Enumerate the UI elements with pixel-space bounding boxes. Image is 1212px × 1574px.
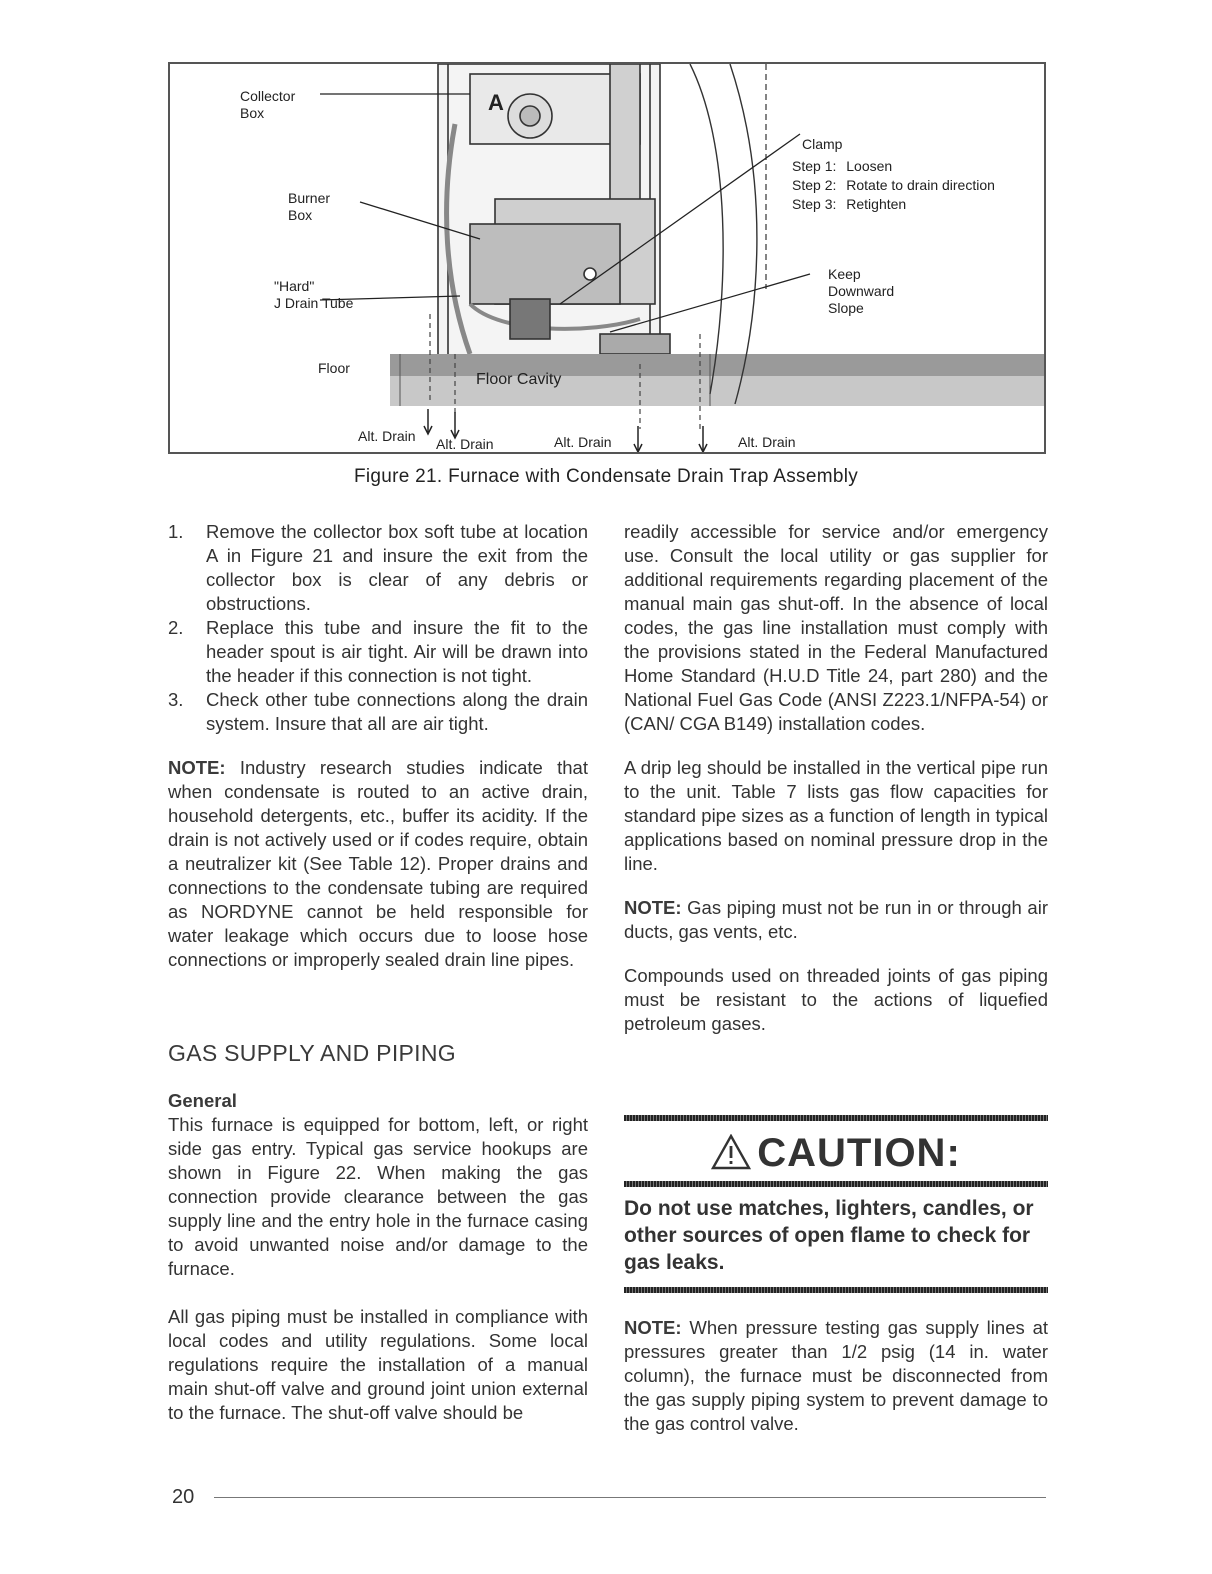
clamp-step3: Step 3: Retighten	[792, 196, 907, 212]
clamp-step1: Step 1: Loosen	[792, 158, 893, 174]
right-column-top	[624, 520, 1048, 1036]
clamp-step2: Step 2: Rotate to drain direction	[792, 177, 995, 193]
alt-drain-label-2: Alt. Drain	[436, 436, 494, 452]
keep-downward-slope-label: Keep Downward Slope	[828, 266, 895, 316]
caution-bottom-rule	[624, 1287, 1048, 1293]
floor-label: Floor	[318, 360, 350, 376]
caution-box	[624, 1115, 1048, 1293]
caution-mid-rule	[624, 1181, 1048, 1187]
caution-top-rule	[624, 1115, 1048, 1121]
location-a-label: A	[488, 90, 504, 115]
left-column-bottom	[168, 1113, 588, 1425]
list-item: 3. Check other tube connections along the drain system. Insure that all are air tight.	[168, 689, 588, 734]
drip-leg-paragraph: A drip leg should be installed in the vertical pipe run to the unit. Table 7 lists gas flow capacities for standard pipe sizes as a function of length in typical applications based on nominal pressure drop in the line.	[624, 757, 1048, 874]
furnace-illustration	[170, 64, 1046, 454]
footer-rule	[214, 1497, 1046, 1498]
alt-drain-label-4: Alt. Drain	[738, 434, 796, 450]
alt-drain-label-1: Alt. Drain	[358, 428, 416, 444]
warning-triangle-icon	[711, 1134, 751, 1170]
alt-drain-label-3: Alt. Drain	[554, 434, 612, 450]
figure-caption: Figure 21. Furnace with Condensate Drain Trap Assembly	[353, 466, 859, 487]
right-column-bottom	[624, 1316, 1048, 1436]
general-paragraph: This furnace is equipped for bottom, left, or right side gas entry. Typical gas service hookups are shown in Figure 22. When making the gas connection provide clearance between the gas supply line and the entry hole in the furnace casing to avoid unwanted noise and/or damage to the furnace.	[168, 1114, 588, 1279]
left-column-top	[168, 520, 588, 972]
caution-heading: CAUTION:	[624, 1131, 1048, 1176]
condensate-note: NOTE: Industry research studies indicate that when condensate is routed to an active drain, household detergents, etc., buffer its acidity. If the drain is not actively used or if codes require, obtain a neutralizer kit (See Table 12). Proper drains and connections to the condensate tubing are required as NORDYNE cannot be held responsible for water leakage which occurs due to loose hose connections or improperly sealed drain line pipes.	[168, 757, 588, 970]
general-subsection-title: General	[168, 1090, 237, 1111]
pressure-testing-note: NOTE: When pressure testing gas supply lines at pressures greater than 1/2 psig (14 in. water column), the furnace must be disconnected from the gas supply piping system to prevent damage to the gas control valve.	[624, 1317, 1048, 1434]
procedure-steps	[168, 520, 588, 736]
floor-cavity-label: Floor Cavity	[476, 371, 562, 388]
collector-box-label: Collector Box	[240, 88, 296, 121]
list-item: 1. Remove the collector box soft tube at location A in Figure 21 and insure the exit from the collector box is clear of any debris or obstructions.	[168, 521, 588, 614]
list-item: 2. Replace this tube and insure the fit to the header spout is air tight. Air will be drawn into the header if this connection is not tight.	[168, 617, 588, 686]
gas-piping-note: NOTE: Gas piping must not be run in or through air ducts, gas vents, etc.	[624, 897, 1048, 942]
burner-box-label: Burner Box	[288, 190, 331, 223]
compounds-paragraph: Compounds used on threaded joints of gas piping must be resistant to the actions of liquefied petroleum gases.	[624, 965, 1048, 1034]
figure-21-diagram	[168, 62, 1046, 454]
caution-text: Do not use matches, lighters, candles, or other sources of open flame to check for gas leaks.	[624, 1197, 1034, 1274]
hard-drain-tube-label: "Hard" J Drain Tube	[274, 278, 354, 311]
continued-paragraph: readily accessible for service and/or emergency use. Consult the local utility or gas supplier for additional requirements regarding placement of the manual main gas shut-off. In the absence of local codes, the gas line installation must comply with the provisions stated in the Federal Manufactured Home Standard (H.U.D Title 24, part 280) and the National Fuel Gas Code (ANSI Z223.1/NFPA-54) or (CAN/ CGA B149) installation codes.	[624, 521, 1048, 734]
clamp-label: Clamp	[802, 136, 843, 152]
gas-supply-section-title: GAS SUPPLY AND PIPING	[168, 1040, 456, 1066]
page-number: 20	[172, 1486, 195, 1508]
compliance-paragraph: All gas piping must be installed in compliance with local codes and utility regulations. Some local regulations require the installation of a manual main shut-off valve and ground joint union external to the furnace. The shut-off valve should be	[168, 1306, 588, 1423]
